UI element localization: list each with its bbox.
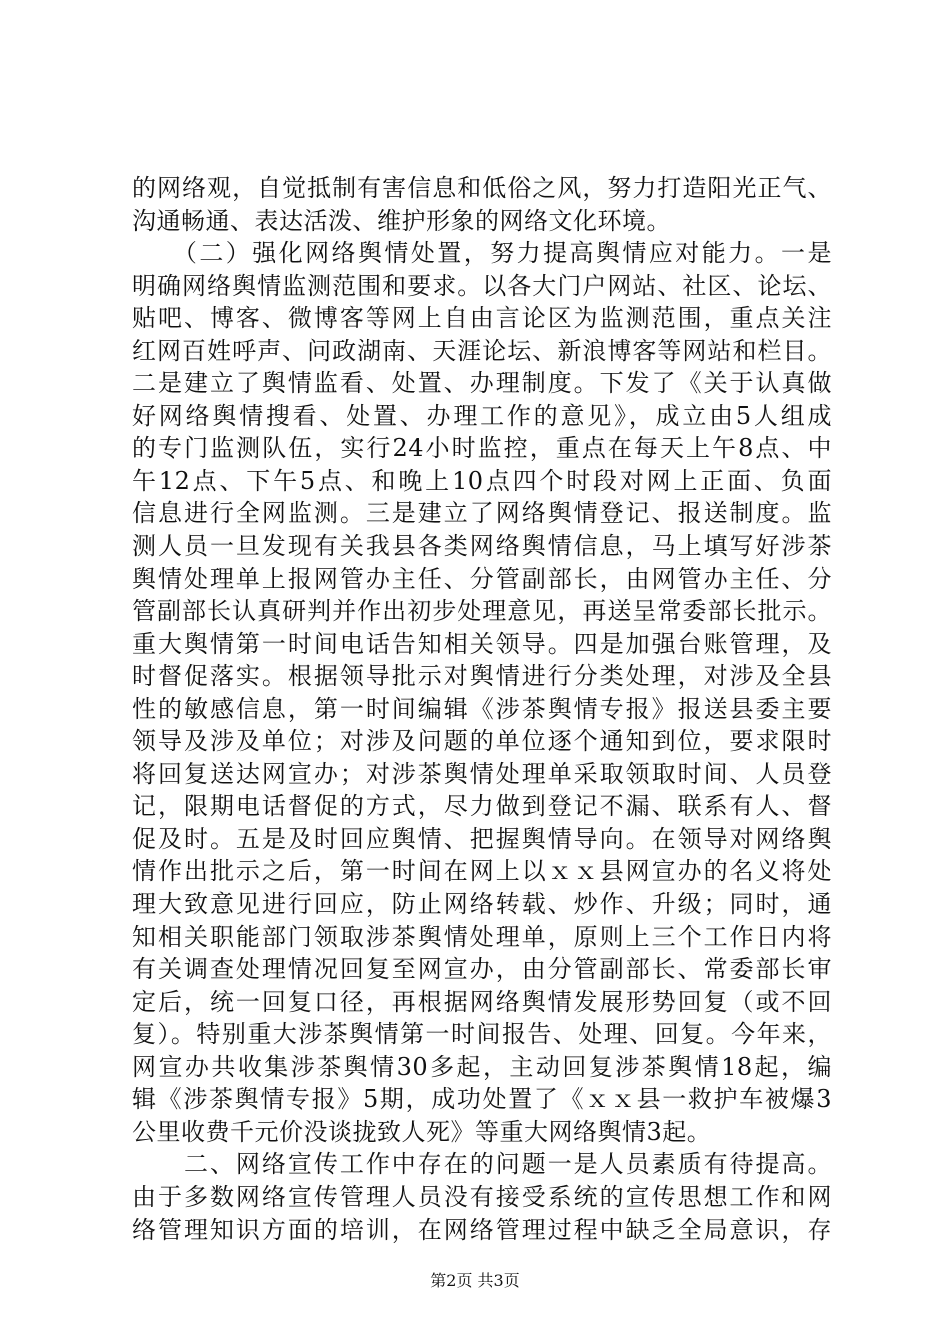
- text-line: 贴吧、博客、微博客等网上自由言论区为监测范围，重点关注: [132, 304, 832, 333]
- text-line: 网宣办共收集涉茶舆情30多起，主动回复涉茶舆情18起，编: [132, 1052, 832, 1081]
- text-line: 情作出批示之后，第一时间在网上以ｘｘ县网宣办的名义将处: [132, 857, 832, 886]
- body-text: [132, 172, 832, 1246]
- text-line: 二、网络宣传工作中存在的问题一是人员素质有待提高。: [132, 1150, 832, 1179]
- text-line: 管副部长认真研判并作出初步处理意见，再送呈常委部长批示。: [132, 597, 832, 626]
- text-line: 时督促落实。根据领导批示对舆情进行分类处理，对涉及全县: [132, 662, 832, 691]
- text-line: 辑《涉茶舆情专报》5期，成功处置了《ｘｘ县一救护车被爆3: [132, 1085, 832, 1114]
- text-line: 有关调查处理情况回复至网宣办，由分管副部长、常委部长审: [132, 955, 832, 984]
- text-line: 记，限期电话督促的方式，尽力做到登记不漏、联系有人、督: [132, 792, 832, 821]
- text-line: 沟通畅通、表达活泼、维护形象的网络文化环境。: [132, 206, 671, 235]
- text-line: 将回复送达网宣办；对涉茶舆情处理单采取领取时间、人员登: [132, 759, 832, 788]
- text-line: 舆情处理单上报网管办主任、分管副部长，由网管办主任、分: [132, 564, 832, 593]
- text-line: （二）强化网络舆情处置，努力提高舆情应对能力。一是: [132, 239, 832, 268]
- text-line: 测人员一旦发现有关我县各类网络舆情信息，马上填写好涉茶: [132, 532, 832, 561]
- text-line: 理大致意见进行回应，防止网络转载、炒作、升级；同时，通: [132, 890, 832, 919]
- text-line: 络管理知识方面的培训，在网络管理过程中缺乏全局意识，存: [132, 1215, 832, 1244]
- text-line: 好网络舆情搜看、处置、办理工作的意见》，成立由5人组成: [132, 401, 832, 430]
- text-line: 公里收费千元价没谈拢致人死》等重大网络舆情3起。: [132, 1117, 712, 1146]
- text-line: 促及时。五是及时回应舆情、把握舆情导向。在领导对网络舆: [132, 824, 832, 853]
- text-line: 明确网络舆情监测范围和要求。以各大门户网站、社区、论坛、: [132, 271, 832, 300]
- text-line: 信息进行全网监测。三是建立了网络舆情登记、报送制度。监: [132, 499, 832, 528]
- text-line: 定后，统一回复口径，再根据网络舆情发展形势回复（或不回: [132, 987, 832, 1016]
- text-line: 午12点、下午5点、和晚上10点四个时段对网上正面、负面: [132, 466, 832, 495]
- page-footer: 第2页 共3页: [430, 1271, 520, 1290]
- text-line: 重大舆情第一时间电话告知相关领导。四是加强台账管理，及: [132, 629, 832, 658]
- text-line: 红网百姓呼声、问政湖南、天涯论坛、新浪博客等网站和栏目。: [132, 336, 832, 365]
- text-line: 领导及涉及单位；对涉及问题的单位逐个通知到位，要求限时: [132, 727, 832, 756]
- text-line: 的网络观，自觉抵制有害信息和低俗之风，努力打造阳光正气、: [132, 174, 832, 202]
- text-line: 由于多数网络宣传管理人员没有接受系统的宣传思想工作和网: [132, 1182, 832, 1211]
- text-line: 复）。特别重大涉茶舆情第一时间报告、处理、回复。今年来，: [132, 1020, 832, 1049]
- text-line: 性的敏感信息，第一时间编辑《涉茶舆情专报》报送县委主要: [132, 694, 832, 723]
- text-line: 二是建立了舆情监看、处置、办理制度。下发了《关于认真做: [132, 369, 832, 398]
- text-line: 知相关职能部门领取涉茶舆情处理单，原则上三个工作日内将: [132, 922, 832, 951]
- text-line: 的专门监测队伍，实行24小时监控，重点在每天上午8点、中: [132, 434, 832, 463]
